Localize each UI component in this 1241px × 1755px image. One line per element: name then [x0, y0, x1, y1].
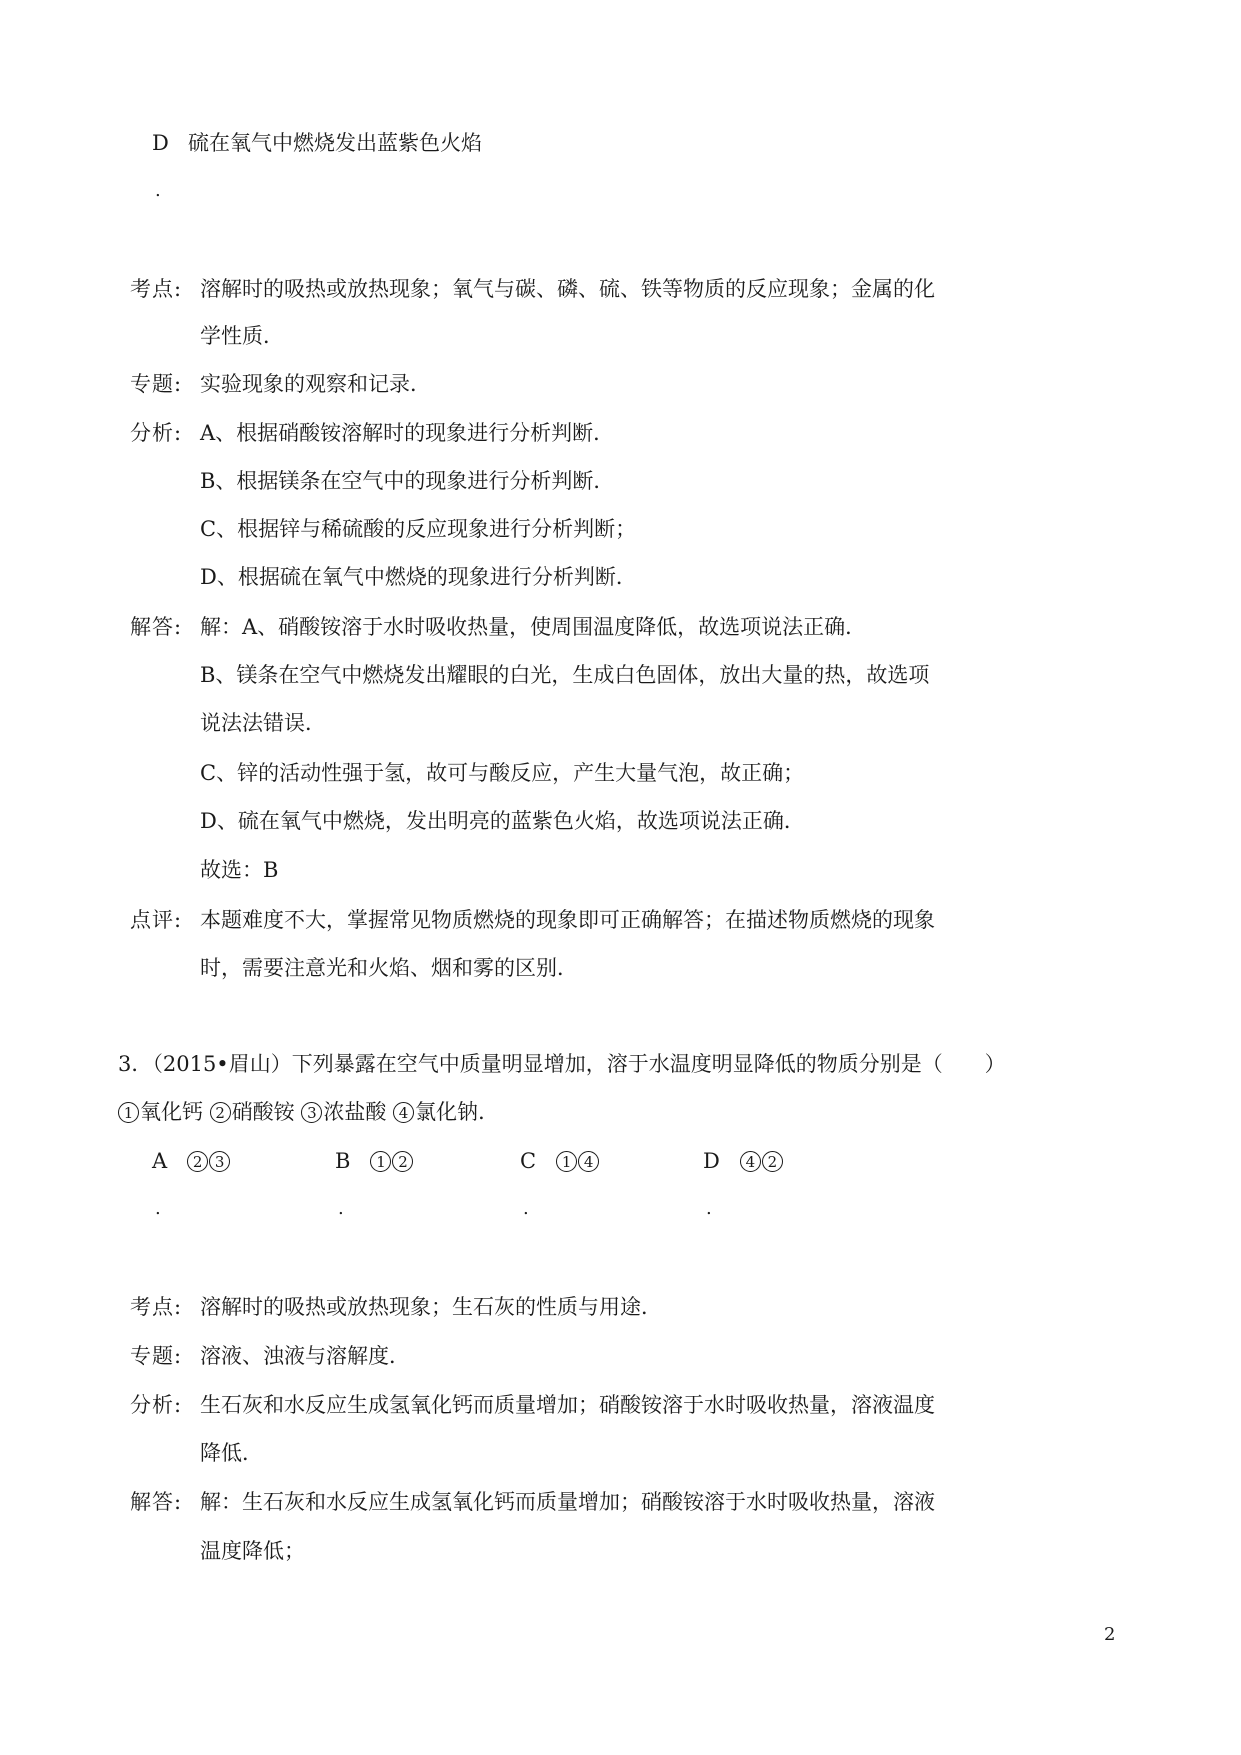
option-d-dot-q3: . [706, 1198, 712, 1219]
kaodian-label: 考点: [130, 277, 183, 301]
option-a-dot: . [155, 1198, 161, 1219]
page-number: 2 [1104, 1624, 1116, 1645]
dianping-label: 点评: [130, 908, 183, 932]
q3-fenxi-line-1: 生石灰和水反应生成氢氧化钙而质量增加；硝酸铵溶于水时吸收热量，溶液温度 [200, 1393, 935, 1417]
circled-number: 2 [210, 1102, 231, 1123]
circled-number: 4 [578, 1151, 599, 1172]
item-text: 浓盐酸 [323, 1100, 387, 1124]
item-4 [393, 1100, 478, 1124]
q3-kaodian-text: 溶解时的吸热或放热现象；生石灰的性质与用途． [200, 1295, 662, 1319]
option-letter: B [335, 1149, 351, 1173]
fenxi-line-a: A、根据硝酸铵溶解时的现象进行分析判断． [200, 421, 615, 445]
jieda-line-5: D、硫在氧气中燃烧，发出明亮的蓝紫色火焰，故选项说法正确． [200, 809, 805, 833]
dianping-line-1: 本题难度不大，掌握常见物质燃烧的现象即可正确解答；在描述物质燃烧的现象 [200, 908, 935, 932]
circled-number: 1 [370, 1151, 391, 1172]
items-end: ． [478, 1100, 500, 1124]
circled-number: 2 [762, 1151, 783, 1172]
item-3 [301, 1100, 386, 1124]
item-1 [118, 1100, 203, 1124]
jieda-line-3: 说法法错误． [200, 711, 326, 735]
zhuanti-label: 专题: [130, 372, 183, 396]
option-letter: D [703, 1149, 720, 1173]
fenxi-line-b: B、根据镁条在空气中的现象进行分析判断． [200, 469, 615, 493]
dianping-line-2: 时，需要注意光和火焰、烟和雾的区别． [200, 956, 578, 980]
circled-number: 4 [393, 1102, 414, 1123]
option-letter: C [520, 1149, 537, 1173]
option-b [335, 1148, 414, 1174]
zhuanti-text: 实验现象的观察和记录． [200, 372, 431, 396]
option-letter: A [152, 1149, 168, 1173]
q3-zhuanti-label: 专题: [130, 1344, 183, 1368]
kaodian-line-1: 溶解时的吸热或放热现象；氧气与碳、磷、硫、铁等物质的反应现象；金属的化 [200, 277, 935, 301]
circled-number: 2 [392, 1151, 413, 1172]
q3-kaodian-label: 考点: [130, 1295, 183, 1319]
option-c-dot: . [523, 1198, 529, 1219]
q3-fenxi-label: 分析: [130, 1393, 183, 1417]
circled-number: 3 [209, 1151, 230, 1172]
circled-number: 2 [187, 1151, 208, 1172]
option-c [520, 1148, 600, 1174]
q3-zhuanti-text: 溶液、浊液与溶解度． [200, 1344, 410, 1368]
circled-number: 1 [118, 1102, 139, 1123]
option-d-dot: . [155, 180, 161, 201]
circled-number: 4 [740, 1151, 761, 1172]
jieda-line-4: C、锌的活动性强于氢，故可与酸反应，产生大量气泡，故正确； [200, 761, 805, 785]
fenxi-line-c: C、根据锌与稀硫酸的反应现象进行分析判断； [200, 517, 637, 541]
question-3-stem: 3．（2015•眉山）下列暴露在空气中质量明显增加，溶于水温度明显降低的物质分别是（ ） [118, 1052, 1006, 1076]
circled-number: 3 [301, 1102, 322, 1123]
item-text: 氯化钠 [415, 1100, 479, 1124]
q3-jieda-line-1: 解：生石灰和水反应生成氢氧化钙而质量增加；硝酸铵溶于水时吸收热量，溶液 [200, 1490, 935, 1514]
option-d [703, 1148, 784, 1174]
option-b-dot: . [338, 1198, 344, 1219]
option-d-letter: D [152, 131, 169, 155]
jieda-line-1: 解：A、硝酸铵溶于水时吸收热量，使周围温度降低，故选项说法正确． [200, 615, 867, 639]
jieda-label: 解答: [130, 615, 183, 639]
circled-number: 1 [556, 1151, 577, 1172]
item-2 [210, 1100, 295, 1124]
option-a [152, 1148, 231, 1174]
jieda-line-2: B、镁条在空气中燃烧发出耀眼的白光，生成白色固体，放出大量的热，故选项 [200, 663, 930, 687]
fenxi-line-d: D、根据硫在氧气中燃烧的现象进行分析判断． [200, 565, 637, 589]
item-text: 硝酸铵 [231, 1100, 295, 1124]
q3-jieda-label: 解答: [130, 1490, 183, 1514]
fenxi-label: 分析: [130, 421, 183, 445]
q3-jieda-line-2: 温度降低； [200, 1539, 305, 1563]
option-d-text: 硫在氧气中燃烧发出蓝紫色火焰 [188, 131, 482, 155]
kaodian-line-2: 学性质． [200, 324, 284, 348]
question-3-items [118, 1099, 499, 1125]
jieda-line-6: 故选：B [200, 858, 279, 882]
q3-fenxi-line-2: 降低． [200, 1441, 263, 1465]
item-text: 氧化钙 [140, 1100, 203, 1124]
